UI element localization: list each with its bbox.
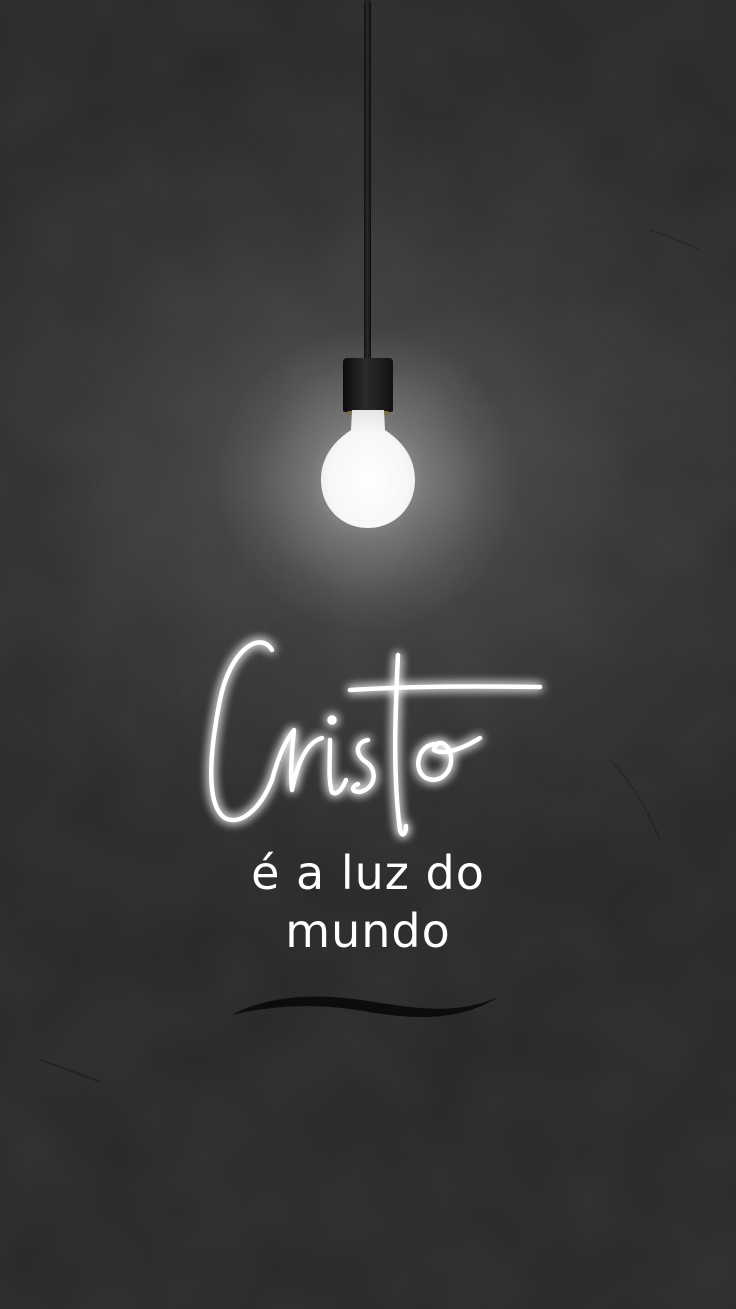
headline-script	[180, 620, 560, 850]
decorative-swash-icon	[228, 985, 503, 1025]
lamp-socket	[343, 358, 393, 412]
lamp-cord	[364, 0, 371, 362]
subtitle-line-2: mundo	[285, 904, 451, 958]
light-bulb-icon	[319, 408, 417, 530]
subtitle-line-1: é a luz do	[251, 846, 485, 900]
